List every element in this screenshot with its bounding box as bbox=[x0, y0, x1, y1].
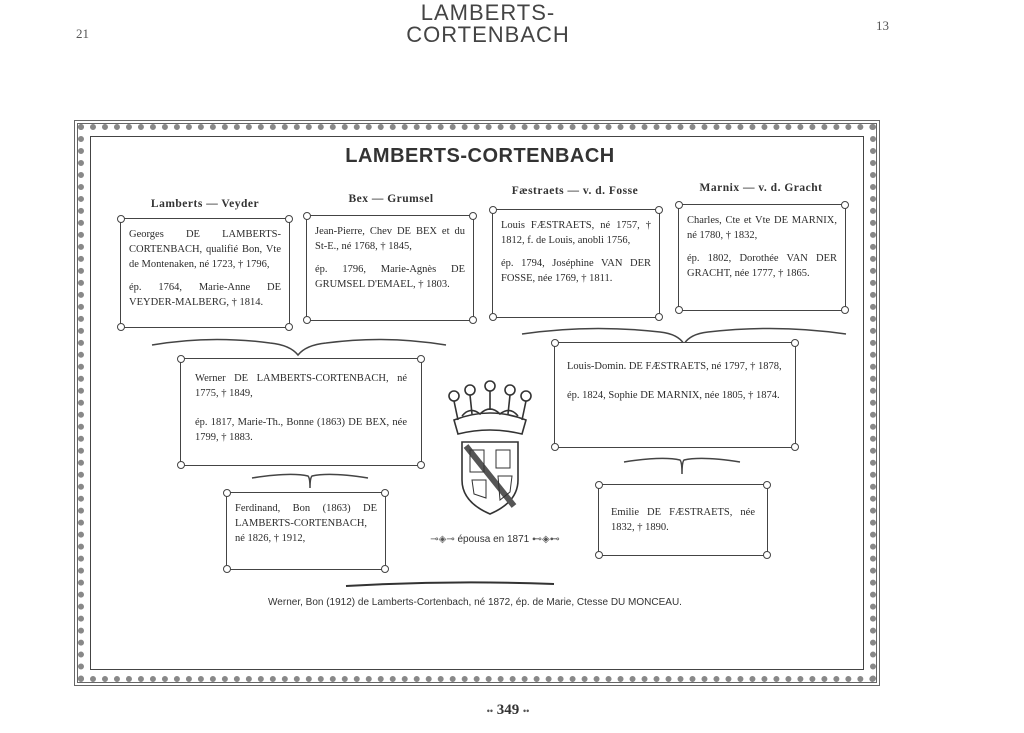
box-ferdinand-line1: Ferdinand, Bon (1863) DE LAMBERTS-CORTENBACH, né 1826, † 1912, bbox=[235, 503, 377, 544]
column-heading-bex: Bex — Grumsel bbox=[348, 193, 434, 205]
box-werner-lamberts bbox=[180, 358, 422, 466]
box-jean-pierre-line1: Jean-Pierre, Chev DE BEX et du St-E., né 1768, † 1845, bbox=[315, 226, 465, 252]
running-head: LAMBERTS-CORTENBACH bbox=[406, 0, 570, 47]
corner-mark-right: 13 bbox=[876, 18, 889, 33]
box-georges-lamberts bbox=[120, 218, 290, 328]
box-louis-domin-line1: Louis-Domin. DE FÆSTRAETS, né 1797, † 1878, bbox=[567, 361, 782, 372]
box-jean-pierre-bex bbox=[306, 215, 474, 321]
box-charles-line2: ép. 1802, Dorothée VAN DER GRACHT, née 1777, † 1865. bbox=[687, 253, 837, 279]
box-ferdinand-lamberts bbox=[226, 492, 386, 570]
bottom-swash-line bbox=[344, 578, 556, 590]
box-werner-line1: Werner DE LAMBERTS-CORTENBACH, né 1775, † 1849, bbox=[195, 373, 407, 399]
page-number bbox=[458, 702, 558, 719]
ornament-left-icon: ⊸◈⊸ bbox=[430, 534, 455, 545]
box-jean-pierre-line2: ép. 1796, Marie-Agnès DE GRUMSEL D'EMAEL, † 1803. bbox=[315, 264, 465, 290]
descendant-line: Werner, Bon (1912) de Lamberts-Cortenbach, né 1872, ép. de Marie, Ctesse DU MONCEAU. bbox=[268, 597, 682, 608]
box-charles-marnix bbox=[678, 204, 846, 311]
ornament-page-right-icon: •• bbox=[523, 706, 530, 716]
box-louis-faestraets bbox=[492, 209, 660, 318]
box-werner-line2: ép. 1817, Marie-Th., Bonne (1863) DE BEX, née 1799, † 1883. bbox=[195, 417, 407, 443]
column-heading-faestraets: Fæstraets — v. d. Fosse bbox=[511, 185, 639, 197]
box-louis-domin-faestraets bbox=[554, 342, 796, 448]
box-georges-line2: ép. 1764, Marie-Anne DE VEYDER-MALBERG, † 1814. bbox=[129, 282, 281, 308]
ornament-page-left-icon: •• bbox=[486, 706, 493, 716]
box-emilie-faestraets bbox=[598, 484, 768, 556]
connector-brace-werner bbox=[250, 470, 370, 494]
connector-brace-louis-domin bbox=[622, 454, 742, 480]
column-heading-lamberts: Lamberts — Veyder bbox=[150, 198, 260, 210]
marriage-note bbox=[420, 534, 570, 545]
coat-of-arms-crest bbox=[440, 376, 540, 518]
box-louis-line2: ép. 1794, Joséphine VAN DER FOSSE, née 1769, † 1811. bbox=[501, 258, 651, 284]
marriage-note-text: épousa en 1871 bbox=[457, 534, 530, 545]
column-heading-marnix: Marnix — v. d. Gracht bbox=[699, 182, 823, 194]
ornament-right-icon: ⊷◈⊷ bbox=[532, 534, 560, 545]
corner-mark-left: 21 bbox=[76, 26, 89, 41]
box-louis-domin-line2: ép. 1824, Sophie DE MARNIX, née 1805, † 1874. bbox=[567, 390, 780, 401]
page-title: LAMBERTS-CORTENBACH bbox=[345, 145, 615, 167]
page-number-text: 349 bbox=[496, 702, 520, 718]
box-emilie-line1: Emilie DE FÆSTRAETS, née 1832, † 1890. bbox=[611, 507, 755, 533]
box-louis-line1: Louis FÆSTRAETS, né 1757, † 1812, f. de Louis, anobli 1756, bbox=[501, 220, 651, 246]
box-georges-line1: Georges DE LAMBERTS-CORTENBACH, qualifié Bon, Vte de Montenaken, né 1723, † 1796, bbox=[129, 229, 281, 270]
box-charles-line1: Charles, Cte et Vte DE MARNIX, né 1780, † 1832, bbox=[687, 215, 837, 241]
